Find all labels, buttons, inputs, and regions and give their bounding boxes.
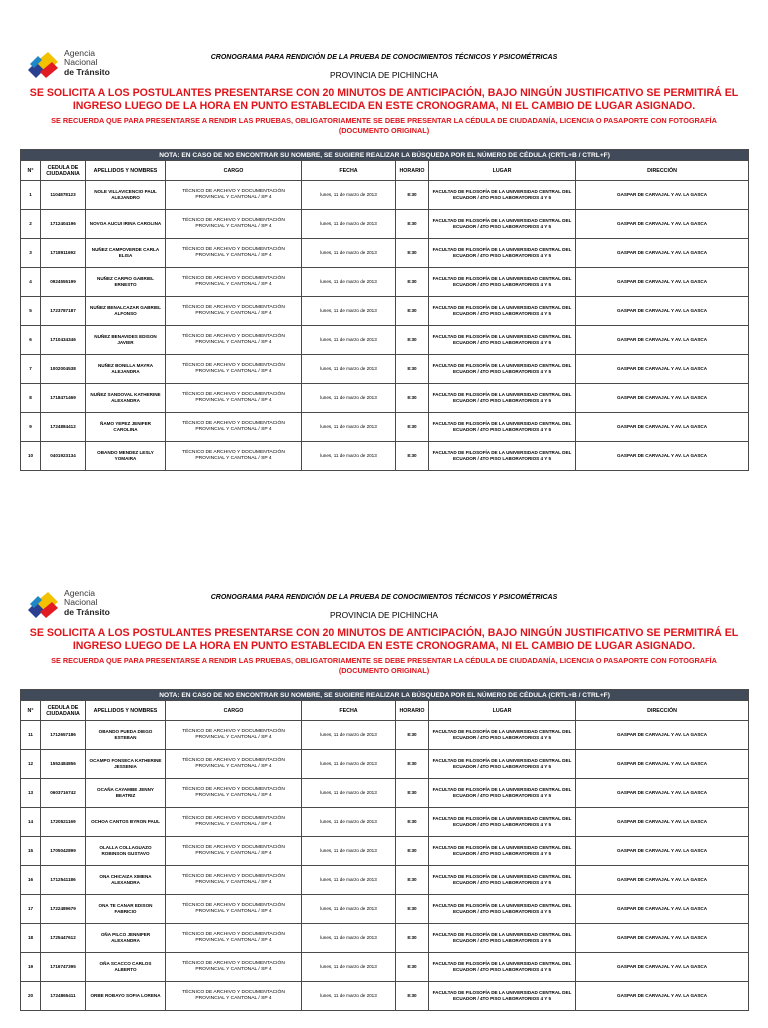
horario-cell: 8:30 bbox=[396, 442, 429, 471]
horario-cell: 8:30 bbox=[396, 413, 429, 442]
horario-cell: 8:30 bbox=[396, 326, 429, 355]
fecha-cell: lunes, 11 de marzo de 2013 bbox=[302, 355, 396, 384]
name-cell: NUÑEZ CAMPOVERDE CARLA ELISA bbox=[86, 239, 166, 268]
table-row bbox=[21, 181, 749, 210]
table-body bbox=[21, 690, 749, 1011]
direccion-cell: GASPAR DE CARVAJAL Y AV. LA GASCA bbox=[576, 721, 749, 750]
horario-cell: 8:30 bbox=[396, 895, 429, 924]
fecha-cell: lunes, 11 de marzo de 2013 bbox=[302, 866, 396, 895]
horario-cell: 8:30 bbox=[396, 953, 429, 982]
lugar-cell: FACULTAD DE FILOSOFÍA DE LA UNIVERSIDAD CENTRAL DEL ECUADOR / 4TO PISO LABORATORIOS 4 Y 5 bbox=[429, 895, 576, 924]
document-title: CRONOGRAMA PARA RENDICIÓN DE LA PRUEBA DE CONOCIMIENTOS TÉCNICOS Y PSICOMÉTRICAS bbox=[210, 594, 558, 601]
horario-cell: 8:30 bbox=[396, 808, 429, 837]
row-number: 3 bbox=[21, 239, 41, 268]
cargo-cell: TÉCNICO DE ARCHIVO Y DOCUMENTACIÓN PROVINCIAL Y CANTONAL / SP 4 bbox=[166, 953, 302, 982]
direccion-cell: GASPAR DE CARVAJAL Y AV. LA GASCA bbox=[576, 384, 749, 413]
horario-cell: 8:30 bbox=[396, 239, 429, 268]
lugar-cell: FACULTAD DE FILOSOFÍA DE LA UNIVERSIDAD CENTRAL DEL ECUADOR / 4TO PISO LABORATORIOS 4 Y 5 bbox=[429, 268, 576, 297]
name-cell: OCHOA CANTOS BYRON PAUL bbox=[86, 808, 166, 837]
cargo-cell: TÉCNICO DE ARCHIVO Y DOCUMENTACIÓN PROVINCIAL Y CANTONAL / SP 4 bbox=[166, 837, 302, 866]
cedula-cell: 1552484856 bbox=[41, 750, 86, 779]
fecha-cell: lunes, 11 de marzo de 2013 bbox=[302, 982, 396, 1011]
horario-cell: 8:30 bbox=[396, 721, 429, 750]
cedula-cell: 1718471469 bbox=[41, 384, 86, 413]
cedula-cell: 1718911692 bbox=[41, 239, 86, 268]
note-row bbox=[21, 690, 749, 701]
lugar-cell: FACULTAD DE FILOSOFÍA DE LA UNIVERSIDAD CENTRAL DEL ECUADOR / 4TO PISO LABORATORIOS 4 Y 5 bbox=[429, 413, 576, 442]
direccion-cell: GASPAR DE CARVAJAL Y AV. LA GASCA bbox=[576, 953, 749, 982]
name-cell: NOVOA AUCUI IRINA CAROLINA bbox=[86, 210, 166, 239]
cargo-cell: TÉCNICO DE ARCHIVO Y DOCUMENTACIÓN PROVINCIAL Y CANTONAL / SP 4 bbox=[166, 268, 302, 297]
table-row bbox=[21, 953, 749, 982]
row-number: 15 bbox=[21, 837, 41, 866]
cargo-cell: TÉCNICO DE ARCHIVO Y DOCUMENTACIÓN PROVINCIAL Y CANTONAL / SP 4 bbox=[166, 355, 302, 384]
lugar-cell: FACULTAD DE FILOSOFÍA DE LA UNIVERSIDAD CENTRAL DEL ECUADOR / 4TO PISO LABORATORIOS 4 Y 5 bbox=[429, 866, 576, 895]
cedula-cell: 1712657186 bbox=[41, 721, 86, 750]
table-row bbox=[21, 442, 749, 471]
horario-cell: 8:30 bbox=[396, 181, 429, 210]
schedule-table bbox=[20, 689, 749, 1011]
cedula-cell: 0603716742 bbox=[41, 779, 86, 808]
fecha-cell: lunes, 11 de marzo de 2013 bbox=[302, 779, 396, 808]
direccion-cell: GASPAR DE CARVAJAL Y AV. LA GASCA bbox=[576, 982, 749, 1011]
cargo-cell: TÉCNICO DE ARCHIVO Y DOCUMENTACIÓN PROVINCIAL Y CANTONAL / SP 4 bbox=[166, 721, 302, 750]
row-number: 12 bbox=[21, 750, 41, 779]
table-row bbox=[21, 384, 749, 413]
name-cell: ONA TE CANAR EDISON FABRICIO bbox=[86, 895, 166, 924]
direccion-cell: GASPAR DE CARVAJAL Y AV. LA GASCA bbox=[576, 895, 749, 924]
column-header-3: CARGO bbox=[166, 701, 302, 721]
name-cell: OBANDO MENDEZ LESLY YOMAIRA bbox=[86, 442, 166, 471]
row-number: 11 bbox=[21, 721, 41, 750]
lugar-cell: FACULTAD DE FILOSOFÍA DE LA UNIVERSIDAD CENTRAL DEL ECUADOR / 4TO PISO LABORATORIOS 4 Y 5 bbox=[429, 924, 576, 953]
logo-text-line1: Agencia bbox=[64, 588, 96, 598]
direccion-cell: GASPAR DE CARVAJAL Y AV. LA GASCA bbox=[576, 924, 749, 953]
direccion-cell: GASPAR DE CARVAJAL Y AV. LA GASCA bbox=[576, 750, 749, 779]
name-cell: OCAÑA CAYAMBE JENNY BEATRIZ bbox=[86, 779, 166, 808]
column-header-1: CEDULA DE CIUDADANIA bbox=[41, 161, 86, 181]
lugar-cell: FACULTAD DE FILOSOFÍA DE LA UNIVERSIDAD CENTRAL DEL ECUADOR / 4TO PISO LABORATORIOS 4 Y 5 bbox=[429, 384, 576, 413]
table-row bbox=[21, 779, 749, 808]
lugar-cell: FACULTAD DE FILOSOFÍA DE LA UNIVERSIDAD CENTRAL DEL ECUADOR / 4TO PISO LABORATORIOS 4 Y 5 bbox=[429, 181, 576, 210]
lugar-cell: FACULTAD DE FILOSOFÍA DE LA UNIVERSIDAD CENTRAL DEL ECUADOR / 4TO PISO LABORATORIOS 4 Y 5 bbox=[429, 297, 576, 326]
cargo-cell: TÉCNICO DE ARCHIVO Y DOCUMENTACIÓN PROVINCIAL Y CANTONAL / SP 4 bbox=[166, 779, 302, 808]
fecha-cell: lunes, 11 de marzo de 2013 bbox=[302, 808, 396, 837]
column-header-4: FECHA bbox=[302, 161, 396, 181]
table-row bbox=[21, 721, 749, 750]
cargo-cell: TÉCNICO DE ARCHIVO Y DOCUMENTACIÓN PROVINCIAL Y CANTONAL / SP 4 bbox=[166, 239, 302, 268]
horario-cell: 8:30 bbox=[396, 297, 429, 326]
lugar-cell: FACULTAD DE FILOSOFÍA DE LA UNIVERSIDAD CENTRAL DEL ECUADOR / 4TO PISO LABORATORIOS 4 Y 5 bbox=[429, 808, 576, 837]
direccion-cell: GASPAR DE CARVAJAL Y AV. LA GASCA bbox=[576, 837, 749, 866]
direccion-cell: GASPAR DE CARVAJAL Y AV. LA GASCA bbox=[576, 239, 749, 268]
cedula-cell: 0401923134 bbox=[41, 442, 86, 471]
cargo-cell: TÉCNICO DE ARCHIVO Y DOCUMENTACIÓN PROVINCIAL Y CANTONAL / SP 4 bbox=[166, 413, 302, 442]
cedula-cell: 1002004538 bbox=[41, 355, 86, 384]
cargo-cell: TÉCNICO DE ARCHIVO Y DOCUMENTACIÓN PROVINCIAL Y CANTONAL / SP 4 bbox=[166, 297, 302, 326]
direccion-cell: GASPAR DE CARVAJAL Y AV. LA GASCA bbox=[576, 866, 749, 895]
province-title: PROVINCIA DE PICHINCHA bbox=[330, 70, 438, 80]
row-number: 7 bbox=[21, 355, 41, 384]
row-number: 18 bbox=[21, 924, 41, 953]
lugar-cell: FACULTAD DE FILOSOFÍA DE LA UNIVERSIDAD CENTRAL DEL ECUADOR / 4TO PISO LABORATORIOS 4 Y 5 bbox=[429, 239, 576, 268]
table-row bbox=[21, 268, 749, 297]
row-number: 6 bbox=[21, 326, 41, 355]
row-number: 17 bbox=[21, 895, 41, 924]
table-row bbox=[21, 808, 749, 837]
direccion-cell: GASPAR DE CARVAJAL Y AV. LA GASCA bbox=[576, 442, 749, 471]
direccion-cell: GASPAR DE CARVAJAL Y AV. LA GASCA bbox=[576, 355, 749, 384]
column-header-1: CEDULA DE CIUDADANIA bbox=[41, 701, 86, 721]
row-number: 20 bbox=[21, 982, 41, 1011]
fecha-cell: lunes, 11 de marzo de 2013 bbox=[302, 721, 396, 750]
fecha-cell: lunes, 11 de marzo de 2013 bbox=[302, 268, 396, 297]
fecha-cell: lunes, 11 de marzo de 2013 bbox=[302, 384, 396, 413]
horario-cell: 8:30 bbox=[396, 837, 429, 866]
cedula-cell: 1724865411 bbox=[41, 982, 86, 1011]
horario-cell: 8:30 bbox=[396, 982, 429, 1011]
cedula-cell: 1724884412 bbox=[41, 413, 86, 442]
row-number: 10 bbox=[21, 442, 41, 471]
fecha-cell: lunes, 11 de marzo de 2013 bbox=[302, 953, 396, 982]
name-cell: ONA CHICAIZA XIMENA ALEXANDRA bbox=[86, 866, 166, 895]
table-row bbox=[21, 895, 749, 924]
table-row bbox=[21, 326, 749, 355]
column-header-4: FECHA bbox=[302, 701, 396, 721]
column-header-0: N° bbox=[21, 701, 41, 721]
row-number: 4 bbox=[21, 268, 41, 297]
column-header-6: LUGAR bbox=[429, 161, 576, 181]
horario-cell: 8:30 bbox=[396, 268, 429, 297]
column-header-2: APELLIDOS Y NOMBRES bbox=[86, 161, 166, 181]
cedula-cell: 1710434346 bbox=[41, 326, 86, 355]
table-row bbox=[21, 837, 749, 866]
column-header-5: HORARIO bbox=[396, 161, 429, 181]
warning-sub: SE RECUERDA QUE PARA PRESENTARSE A RENDIR LAS PRUEBAS, OBLIGATORIAMENTE SE DEBE PRESENTAR LA CÉDULA DE CIUDADANÍA, LICENCIA O PASAPORTE CON FOTOGRAFÍA (DOCUMENTO ORIGINAL) bbox=[51, 116, 717, 135]
horario-cell: 8:30 bbox=[396, 924, 429, 953]
cargo-cell: TÉCNICO DE ARCHIVO Y DOCUMENTACIÓN PROVINCIAL Y CANTONAL / SP 4 bbox=[166, 808, 302, 837]
fecha-cell: lunes, 11 de marzo de 2013 bbox=[302, 413, 396, 442]
column-header-0: N° bbox=[21, 161, 41, 181]
cedula-cell: 1716747395 bbox=[41, 953, 86, 982]
lugar-cell: FACULTAD DE FILOSOFÍA DE LA UNIVERSIDAD CENTRAL DEL ECUADOR / 4TO PISO LABORATORIOS 4 Y 5 bbox=[429, 326, 576, 355]
lugar-cell: FACULTAD DE FILOSOFÍA DE LA UNIVERSIDAD CENTRAL DEL ECUADOR / 4TO PISO LABORATORIOS 4 Y 5 bbox=[429, 779, 576, 808]
direccion-cell: GASPAR DE CARVAJAL Y AV. LA GASCA bbox=[576, 808, 749, 837]
cedula-cell: 1104878123 bbox=[41, 181, 86, 210]
table-row bbox=[21, 866, 749, 895]
horario-cell: 8:30 bbox=[396, 750, 429, 779]
name-cell: OÑA PILCO JENNIFER ALEXANDRA bbox=[86, 924, 166, 953]
cedula-cell: 1722489679 bbox=[41, 895, 86, 924]
table-body bbox=[21, 150, 749, 471]
schedule-table bbox=[20, 149, 749, 471]
cargo-cell: TÉCNICO DE ARCHIVO Y DOCUMENTACIÓN PROVINCIAL Y CANTONAL / SP 4 bbox=[166, 442, 302, 471]
cedula-cell: 1712404196 bbox=[41, 210, 86, 239]
cargo-cell: TÉCNICO DE ARCHIVO Y DOCUMENTACIÓN PROVINCIAL Y CANTONAL / SP 4 bbox=[166, 210, 302, 239]
cedula-cell: 1723787187 bbox=[41, 297, 86, 326]
direccion-cell: GASPAR DE CARVAJAL Y AV. LA GASCA bbox=[576, 268, 749, 297]
cargo-cell: TÉCNICO DE ARCHIVO Y DOCUMENTACIÓN PROVINCIAL Y CANTONAL / SP 4 bbox=[166, 326, 302, 355]
logo-text-line1: Agencia bbox=[64, 48, 96, 58]
lugar-cell: FACULTAD DE FILOSOFÍA DE LA UNIVERSIDAD CENTRAL DEL ECUADOR / 4TO PISO LABORATORIOS 4 Y 5 bbox=[429, 210, 576, 239]
lugar-cell: FACULTAD DE FILOSOFÍA DE LA UNIVERSIDAD CENTRAL DEL ECUADOR / 4TO PISO LABORATORIOS 4 Y 5 bbox=[429, 721, 576, 750]
schedule-page-2 bbox=[0, 588, 768, 1028]
direccion-cell: GASPAR DE CARVAJAL Y AV. LA GASCA bbox=[576, 326, 749, 355]
row-number: 1 bbox=[21, 181, 41, 210]
cedula-cell: 1725447612 bbox=[41, 924, 86, 953]
lugar-cell: FACULTAD DE FILOSOFÍA DE LA UNIVERSIDAD CENTRAL DEL ECUADOR / 4TO PISO LABORATORIOS 4 Y 5 bbox=[429, 837, 576, 866]
cargo-cell: TÉCNICO DE ARCHIVO Y DOCUMENTACIÓN PROVINCIAL Y CANTONAL / SP 4 bbox=[166, 384, 302, 413]
cargo-cell: TÉCNICO DE ARCHIVO Y DOCUMENTACIÓN PROVINCIAL Y CANTONAL / SP 4 bbox=[166, 924, 302, 953]
lugar-cell: FACULTAD DE FILOSOFÍA DE LA UNIVERSIDAD CENTRAL DEL ECUADOR / 4TO PISO LABORATORIOS 4 Y 5 bbox=[429, 953, 576, 982]
logo-text-line2: Nacional bbox=[64, 597, 98, 608]
name-cell: ÑAMO YEPEZ JENIFER CAROLINA bbox=[86, 413, 166, 442]
cedula-cell: 1720521169 bbox=[41, 808, 86, 837]
name-cell: NUÑEZ CARPIO GABRIEL ERNESTO bbox=[86, 268, 166, 297]
note-cell: NOTA: EN CASO DE NO ENCONTRAR SU NOMBRE, SE SUGIERE REALIZAR LA BÚSQUEDA POR EL NÚMERO DE CÉDULA (CRTL+B / CTRL+F) bbox=[21, 150, 749, 161]
name-cell: ORBE ROBAYO SOFIA LORENA bbox=[86, 982, 166, 1011]
table-row bbox=[21, 210, 749, 239]
column-header-3: CARGO bbox=[166, 161, 302, 181]
table-row bbox=[21, 297, 749, 326]
note-cell: NOTA: EN CASO DE NO ENCONTRAR SU NOMBRE, SE SUGIERE REALIZAR LA BÚSQUEDA POR EL NÚMERO DE CÉDULA (CRTL+B / CTRL+F) bbox=[21, 690, 749, 701]
name-cell: NUÑEZ SANDOVAL KATHERINE ALEXANDRA bbox=[86, 384, 166, 413]
column-header-6: LUGAR bbox=[429, 701, 576, 721]
note-row bbox=[21, 150, 749, 161]
name-cell: NUÑEZ BONILLA MAYRA ALEJANDRA bbox=[86, 355, 166, 384]
row-number: 13 bbox=[21, 779, 41, 808]
column-header-5: HORARIO bbox=[396, 701, 429, 721]
name-cell: OBANDO PUEDA DIEGO ESTEBAN bbox=[86, 721, 166, 750]
fecha-cell: lunes, 11 de marzo de 2013 bbox=[302, 895, 396, 924]
table-row bbox=[21, 239, 749, 268]
fecha-cell: lunes, 11 de marzo de 2013 bbox=[302, 442, 396, 471]
name-cell: NUÑEZ BENAVIDES EDISON JAVIER bbox=[86, 326, 166, 355]
horario-cell: 8:30 bbox=[396, 355, 429, 384]
row-number: 9 bbox=[21, 413, 41, 442]
table-row bbox=[21, 413, 749, 442]
cargo-cell: TÉCNICO DE ARCHIVO Y DOCUMENTACIÓN PROVINCIAL Y CANTONAL / SP 4 bbox=[166, 866, 302, 895]
cargo-cell: TÉCNICO DE ARCHIVO Y DOCUMENTACIÓN PROVINCIAL Y CANTONAL / SP 4 bbox=[166, 895, 302, 924]
name-cell: OLALLA COLLAGUAZO ROBINSON GUSTAVO bbox=[86, 837, 166, 866]
province-title: PROVINCIA DE PICHINCHA bbox=[330, 610, 438, 620]
schedule-page-1 bbox=[0, 48, 768, 488]
header-row bbox=[21, 161, 749, 181]
direccion-cell: GASPAR DE CARVAJAL Y AV. LA GASCA bbox=[576, 297, 749, 326]
name-cell: NUÑEZ BENALCAZAR GABRIEL ALFONSO bbox=[86, 297, 166, 326]
logo-text-line3: de Tránsito bbox=[64, 606, 110, 617]
column-header-7: DIRECCIÓN bbox=[576, 701, 749, 721]
direccion-cell: GASPAR DE CARVAJAL Y AV. LA GASCA bbox=[576, 779, 749, 808]
header-row bbox=[21, 701, 749, 721]
direccion-cell: GASPAR DE CARVAJAL Y AV. LA GASCA bbox=[576, 210, 749, 239]
logo-text-line3: de Tránsito bbox=[64, 66, 110, 77]
table-row bbox=[21, 355, 749, 384]
fecha-cell: lunes, 11 de marzo de 2013 bbox=[302, 210, 396, 239]
lugar-cell: FACULTAD DE FILOSOFÍA DE LA UNIVERSIDAD CENTRAL DEL ECUADOR / 4TO PISO LABORATORIOS 4 Y 5 bbox=[429, 355, 576, 384]
cargo-cell: TÉCNICO DE ARCHIVO Y DOCUMENTACIÓN PROVINCIAL Y CANTONAL / SP 4 bbox=[166, 982, 302, 1011]
row-number: 14 bbox=[21, 808, 41, 837]
fecha-cell: lunes, 11 de marzo de 2013 bbox=[302, 297, 396, 326]
warning-main: SE SOLICITA A LOS POSTULANTES PRESENTARSE CON 20 MINUTOS DE ANTICIPACIÓN, BAJO NINGÚN JUSTIFICATIVO SE PERMITIRÁ EL INGRESO LUEGO DE LA HORA EN PUNTO ESTABLECIDA EN ESTE CRONOGRAMA, NI EL CAMBIO DE LUGAR ASIGNADO. bbox=[29, 87, 739, 112]
fecha-cell: lunes, 11 de marzo de 2013 bbox=[302, 837, 396, 866]
horario-cell: 8:30 bbox=[396, 384, 429, 413]
cedula-cell: 1705042899 bbox=[41, 837, 86, 866]
direccion-cell: GASPAR DE CARVAJAL Y AV. LA GASCA bbox=[576, 181, 749, 210]
horario-cell: 8:30 bbox=[396, 779, 429, 808]
cedula-cell: 1712541186 bbox=[41, 866, 86, 895]
table-row bbox=[21, 750, 749, 779]
fecha-cell: lunes, 11 de marzo de 2013 bbox=[302, 750, 396, 779]
name-cell: OÑA SCACCO CARLOS ALBERTO bbox=[86, 953, 166, 982]
lugar-cell: FACULTAD DE FILOSOFÍA DE LA UNIVERSIDAD CENTRAL DEL ECUADOR / 4TO PISO LABORATORIOS 4 Y 5 bbox=[429, 442, 576, 471]
warning-main: SE SOLICITA A LOS POSTULANTES PRESENTARSE CON 20 MINUTOS DE ANTICIPACIÓN, BAJO NINGÚN JUSTIFICATIVO SE PERMITIRÁ EL INGRESO LUEGO DE LA HORA EN PUNTO ESTABLECIDA EN ESTE CRONOGRAMA, NI EL CAMBIO DE LUGAR ASIGNADO. bbox=[29, 627, 739, 652]
lugar-cell: FACULTAD DE FILOSOFÍA DE LA UNIVERSIDAD CENTRAL DEL ECUADOR / 4TO PISO LABORATORIOS 4 Y 5 bbox=[429, 982, 576, 1011]
row-number: 5 bbox=[21, 297, 41, 326]
horario-cell: 8:30 bbox=[396, 210, 429, 239]
name-cell: OCAMPO FONSECA KATHERINE JESSENIA bbox=[86, 750, 166, 779]
fecha-cell: lunes, 11 de marzo de 2013 bbox=[302, 924, 396, 953]
logo-text-line2: Nacional bbox=[64, 57, 98, 68]
row-number: 2 bbox=[21, 210, 41, 239]
horario-cell: 8:30 bbox=[396, 866, 429, 895]
fecha-cell: lunes, 11 de marzo de 2013 bbox=[302, 181, 396, 210]
warning-sub: SE RECUERDA QUE PARA PRESENTARSE A RENDIR LAS PRUEBAS, OBLIGATORIAMENTE SE DEBE PRESENTAR LA CÉDULA DE CIUDADANÍA, LICENCIA O PASAPORTE CON FOTOGRAFÍA (DOCUMENTO ORIGINAL) bbox=[51, 656, 717, 675]
table-row bbox=[21, 982, 749, 1011]
fecha-cell: lunes, 11 de marzo de 2013 bbox=[302, 326, 396, 355]
document-title: CRONOGRAMA PARA RENDICIÓN DE LA PRUEBA DE CONOCIMIENTOS TÉCNICOS Y PSICOMÉTRICAS bbox=[210, 54, 558, 61]
row-number: 16 bbox=[21, 866, 41, 895]
fecha-cell: lunes, 11 de marzo de 2013 bbox=[302, 239, 396, 268]
row-number: 8 bbox=[21, 384, 41, 413]
cedula-cell: 0924555199 bbox=[41, 268, 86, 297]
name-cell: NOLE VILLAVICENCIO PAUL ALEJANDRO bbox=[86, 181, 166, 210]
column-header-7: DIRECCIÓN bbox=[576, 161, 749, 181]
cargo-cell: TÉCNICO DE ARCHIVO Y DOCUMENTACIÓN PROVINCIAL Y CANTONAL / SP 4 bbox=[166, 181, 302, 210]
table-row bbox=[21, 924, 749, 953]
column-header-2: APELLIDOS Y NOMBRES bbox=[86, 701, 166, 721]
lugar-cell: FACULTAD DE FILOSOFÍA DE LA UNIVERSIDAD CENTRAL DEL ECUADOR / 4TO PISO LABORATORIOS 4 Y 5 bbox=[429, 750, 576, 779]
direccion-cell: GASPAR DE CARVAJAL Y AV. LA GASCA bbox=[576, 413, 749, 442]
cargo-cell: TÉCNICO DE ARCHIVO Y DOCUMENTACIÓN PROVINCIAL Y CANTONAL / SP 4 bbox=[166, 750, 302, 779]
row-number: 19 bbox=[21, 953, 41, 982]
